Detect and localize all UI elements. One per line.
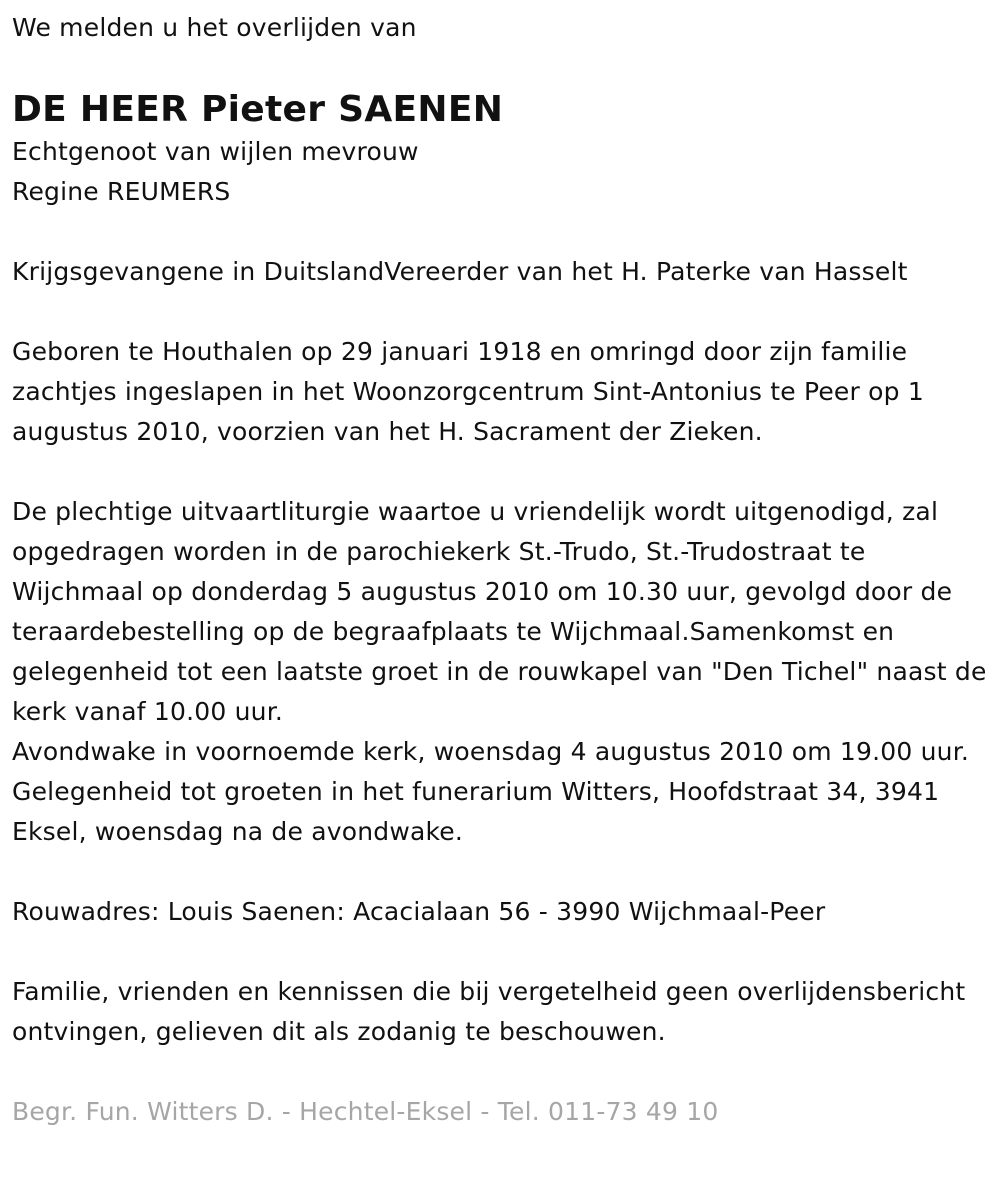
visitation-text: Gelegenheid tot groeten in het funerarium Witters, Hoofdstraat 34, 3941 Eksel, woensdag na de avondwake. (12, 777, 940, 846)
spouse-line-1: Echtgenoot van wijlen mevrouw (12, 137, 419, 166)
wake-text: Avondwake in voornoemde kerk, woensdag 4 augustus 2010 om 19.00 uur. (12, 737, 970, 766)
spacer (12, 212, 988, 252)
spacer (12, 452, 988, 492)
birth-death-text: Geboren te Houthalen op 29 januari 1918 en omringd door zijn familie zachtjes ingeslapen in het Woonzorgcentrum Sint-Antonius te Peer op 1 augustus 2010, voorzien van het H. Sacrament der Zieken. (12, 337, 924, 446)
mourning-address: Rouwadres: Louis Saenen: Acacialaan 56 - 3990 Wijchmaal-Peer (12, 897, 826, 926)
deceased-name: DE HEER Pieter SAENEN (12, 89, 504, 130)
spacer (12, 852, 988, 892)
family-note: Familie, vrienden en kennissen die bij vergetelheid geen overlijdensbericht ontvingen, gelieven dit als zodanig te beschouwen. (12, 977, 966, 1046)
titles-text: Krijgsgevangene in DuitslandVereerder van het H. Paterke van Hasselt (12, 257, 908, 286)
funeral-text: De plechtige uitvaartliturgie waartoe u vriendelijk wordt uitgenodigd, zal opgedragen worden in de parochiekerk St.-Trudo, St.-Trudostraat te Wijchmaal op donderdag 5 augustus 2010 om 10.30 uur, gevolgd door de teraardebestelling op de begraafplaats te Wijchmaal.Samenkomst en gelegenheid tot een laatste groet in de rouwkapel van "Den Tichel" naast de kerk vanaf 10.00 uur. (12, 497, 987, 726)
spacer (12, 292, 988, 332)
spacer (12, 932, 988, 972)
intro-text: We melden u het overlijden van (12, 13, 417, 42)
spouse-line-2: Regine REUMERS (12, 177, 231, 206)
funeral-home-footer: Begr. Fun. Witters D. - Hechtel-Eksel - Tel. 011-73 49 10 (12, 1097, 719, 1126)
